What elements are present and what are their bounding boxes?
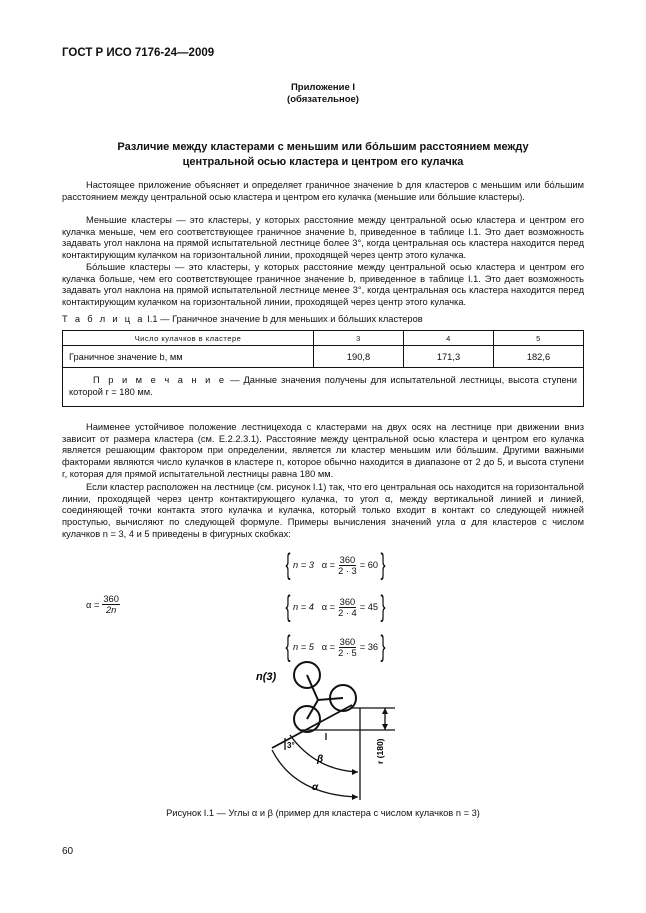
paragraph: Если кластер расположен на лестнице (см. рисунок I.1) так, что его центральная ось находится на горизонтальной линии, проходящей через центр контактирующего кулачка, то угол α, между вертикальной линией и линией, соединяющей точки контакта этого кулачка и кулачка, который только входит в контакт со следующей нижней проступью, вычисляют по следующей формуле. Примеры вычисления значений угла α для кластеров с числом кулачков n = 3, 4 и 5 приведены в фигурных скобках:: [62, 482, 584, 539]
example-formula: { n = 5 α = $\frac{360}{2 \cdot 5}$ = 36 }: [285, 630, 386, 663]
document-header: ГОСТ Р ИСО 7176-24—2009: [62, 47, 215, 59]
header-cell: 5: [493, 331, 583, 346]
value-cell: 190,8: [314, 346, 404, 368]
alpha-formula: α = $\frac{360}{2n}$: [86, 594, 119, 615]
angle-3-label: 3°: [287, 741, 295, 750]
table-note: П р и м е ч а н и е — Данные значения получены для испытательной лестницы, высота ступени которой r = 180 мм.: [63, 368, 584, 407]
row-label: Граничное значение b, мм: [63, 346, 314, 368]
paragraph: Наименее устойчивое положение лестницехода с кластерами на двух осях на лестнице при движении вниз зависит от размера кластера (см. E.2.2.3.1). Расстояние между центральной осью кластера и центром его кулачка является решающим фактором при определении, является ли кластер меньшим или бо́льшим. Другими важными факторами являются число кулачков в кластере n, которое обычно находится в диапазоне от 2 до 5, и высота ступени r, которая для прямой испытательной лестницы равна 180 мм.: [62, 422, 584, 479]
beta-arc: [290, 735, 358, 772]
table-caption: Т а б л и ц а I.1 — Граничное значение b для меньших и бо́льших кластеров: [62, 314, 423, 324]
example-formula: { n = 4 α = $\frac{360}{2 \cdot 4}$ = 45 }: [285, 590, 386, 623]
value-cell: 171,3: [403, 346, 493, 368]
header-cell: Число кулачков в кластере: [63, 331, 314, 346]
paragraph: Настоящее приложение объясняет и определяет граничное значение b для кластеров с меньшим или бо́льшим расстоянием между центральной осью кластера и центром его кулачка (меньшие или бо́льшие кластеры).: [62, 180, 584, 202]
paragraph: Меньшие кластеры — это кластеры, у которых расстояние между центральной осью кластера и центром его кулачка меньше, чем его соответствующее граничное значение b, приведенное в таблице I.1. Это дает возможность задавать угол наклона на прямой испытательной лестнице более 3°, когда центральная ось кластера находится перед контактирующим кулачком на горизонтальной линии, проходящей через центр этого кулачка.: [62, 215, 584, 261]
page-number: 60: [62, 846, 74, 857]
section-title-line2: центральной осью кластера и центром его кулачка: [182, 156, 464, 168]
section-title-line1: Различие между кластерами с меньшим или бо́льшим расстоянием между: [117, 141, 529, 153]
annex-status: (обязательное): [287, 94, 359, 105]
figure-caption: Рисунок I.1 — Углы α и β (пример для кластера с числом кулачков n = 3): [166, 808, 480, 818]
r-label: r (180): [375, 738, 385, 764]
annex-title: Приложение I: [290, 82, 356, 93]
paragraph: Бо́льшие кластеры — это кластеры, у которых расстояние между центральной осью кластера и центром его кулачка больше, чем его соответствующее граничное значение b, приведенное в таблице I.1. Это дает возможность задавать угол наклона на прямой испытательной лестнице менее 3°, когда центральная ось кластера находится перед контактирующим кулачком на горизонтальной линии, проходящей через центр этого кулачка.: [62, 262, 584, 308]
value-cell: 182,6: [493, 346, 583, 368]
alpha-label: α: [312, 782, 319, 793]
header-cell: 4: [403, 331, 493, 346]
example-formula: { n = 3 α = $\frac{360}{2 \cdot 3}$ = 60 }: [285, 548, 386, 581]
beta-label: β: [317, 754, 324, 765]
header-cell: 3: [314, 331, 404, 346]
n-label: n(3): [256, 671, 277, 683]
